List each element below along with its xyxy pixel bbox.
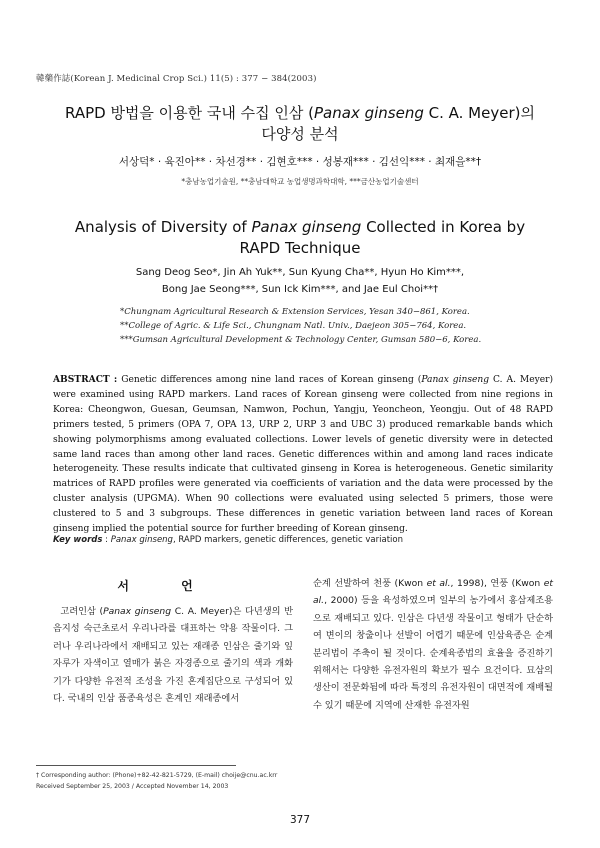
korean-title (60, 103, 540, 145)
footnote-corresponding: † Corresponding author: (Phone)+82-42-821-5729, (E-mail) choije@cnu.ac.krr (36, 772, 278, 779)
body-column-left: 고려인삼 (Panax ginseng C. A. Meyer)은 다년생의 반음지성 숙근초로서 우리나라를 대표하는 약용 작물이다. 그러나 우리나라에서 재배되고 있는 재래종 인삼은 줄기와 잎자루가 자색이고 열매가 붉은 자경종으로 줄기의 색과 개화기가 다양한 유전적 조성을 가진 혼계집단으로 구성되어 있다. 국내의 인삼 품종육성은 혼계인 재래종에서 (53, 606, 293, 705)
page-number: 377 (289, 814, 311, 826)
affiliation-line: *Chungnam Agricultural Research & Extension Services, Yesan 340−861, Korea. (120, 307, 470, 317)
body-column-right: 순계 선발하여 천풍 (Kwon et al., 1998), 연풍 (Kwon et al., 2000) 등을 육성하였으며 일부의 농가에서 홍삼제조용으로 재배되고 있다. 인삼은 다년생 작물이고 형태가 단순하여 변이의 창출이나 선발이 어렵기 때문에 인삼육종은 순계분리법이 주축이 될 것이다. 순계육종법의 효율을 증진하기 위해서는 다양한 유전자원의 확보가 필수 요건이다. 묘삼의 생산이 전문화됨에 따라 특정의 유전자원이 대면적에 재배될 수 있기 때문에 지역에 산재한 유전자원 (313, 578, 554, 711)
english-title (60, 217, 540, 259)
section-heading-introduction: 서 언 (117, 579, 217, 593)
english-authors-line1: Sang Deog Seo*, Jin Ah Yuk**, Sun Kyung Cha**, Hyun Ho Kim***, (135, 267, 465, 278)
affiliation-line: **College of Agric. & Life Sci., Chungnam Natl. Univ., Daejeon 305−764, Korea. (120, 321, 467, 331)
english-affiliations (120, 305, 540, 347)
english-authors-line2: Bong Jae Seong***, Sun Ick Kim***, and Jae Eul Choi**† (161, 284, 439, 295)
korean-authors: 서상덕* · 육진아** · 차선경** · 김현호*** · 성봉재*** · 김선익*** · 최재을**† (118, 156, 482, 168)
abstract-label: ABSTRACT : (53, 374, 118, 385)
korean-title-line1: RAPD 방법을 이용한 국내 수집 인삼 (Panax ginseng C. A. Meyer)의 (65, 104, 535, 122)
english-authors (60, 264, 540, 298)
english-title-line1: Analysis of Diversity of Panax ginseng Collected in Korea by (74, 218, 526, 236)
keywords: Key words : Panax ginseng, RAPD markers, genetic differences, genetic variation (53, 535, 403, 545)
keywords-label: Key words (53, 535, 103, 545)
affiliation-line: ***Gumsan Agricultural Development & Technology Center, Gumsan 580−6, Korea. (120, 335, 482, 345)
english-title-line2: RAPD Technique (239, 239, 361, 257)
footnote-received: Received September 25, 2003 / Accepted November 14, 2003 (36, 783, 229, 790)
korean-affiliation: *충남농업기술원, **충남대학교 농업생명과학대학, ***금산농업기술센터 (181, 177, 419, 186)
korean-title-line2: 다양성 분석 (261, 125, 339, 143)
abstract: ABSTRACT : Genetic differences among nine land races of Korean ginseng (Panax ginseng C. A. Meyer) were examined using RAPD markers. Land races of Korean ginseng were collected from nine regions in Korea: Cheongwon, Guesan, Geumsan, Namwon, Pochun, Yangju, Yeoncheon, Yeongju. Out of 48 RAPD primers tested, 5 primers (OPA 7, OPA 13, URP 2, URP 3 and UBC 3) produced remarkable bands which showing polymorphisms among evaluated collections. Lower levels of genetic diversity were in detected same land races than among other land races. Genetic differences within and among land races indicate heterogeneity. These results indicate that cultivated ginseng in Korea is heterogeneous. Genetic similarity matrices of RAPD profiles were generated via coefficients of variation and the data were processed by the cluster analysis (UPGMA). When 90 collections were evaluated using selected 5 primers, those were clustered to 5 and 3 subgroups. These differences in genetic variation between land races of Korean ginseng implied the potential source for further breeding of Korean ginseng. (53, 374, 554, 535)
journal-header: 韓藥作誌(Korean J. Medicinal Crop Sci.) 11(5) : 377 − 384(2003) (36, 74, 317, 84)
footnote-rule (36, 765, 236, 766)
